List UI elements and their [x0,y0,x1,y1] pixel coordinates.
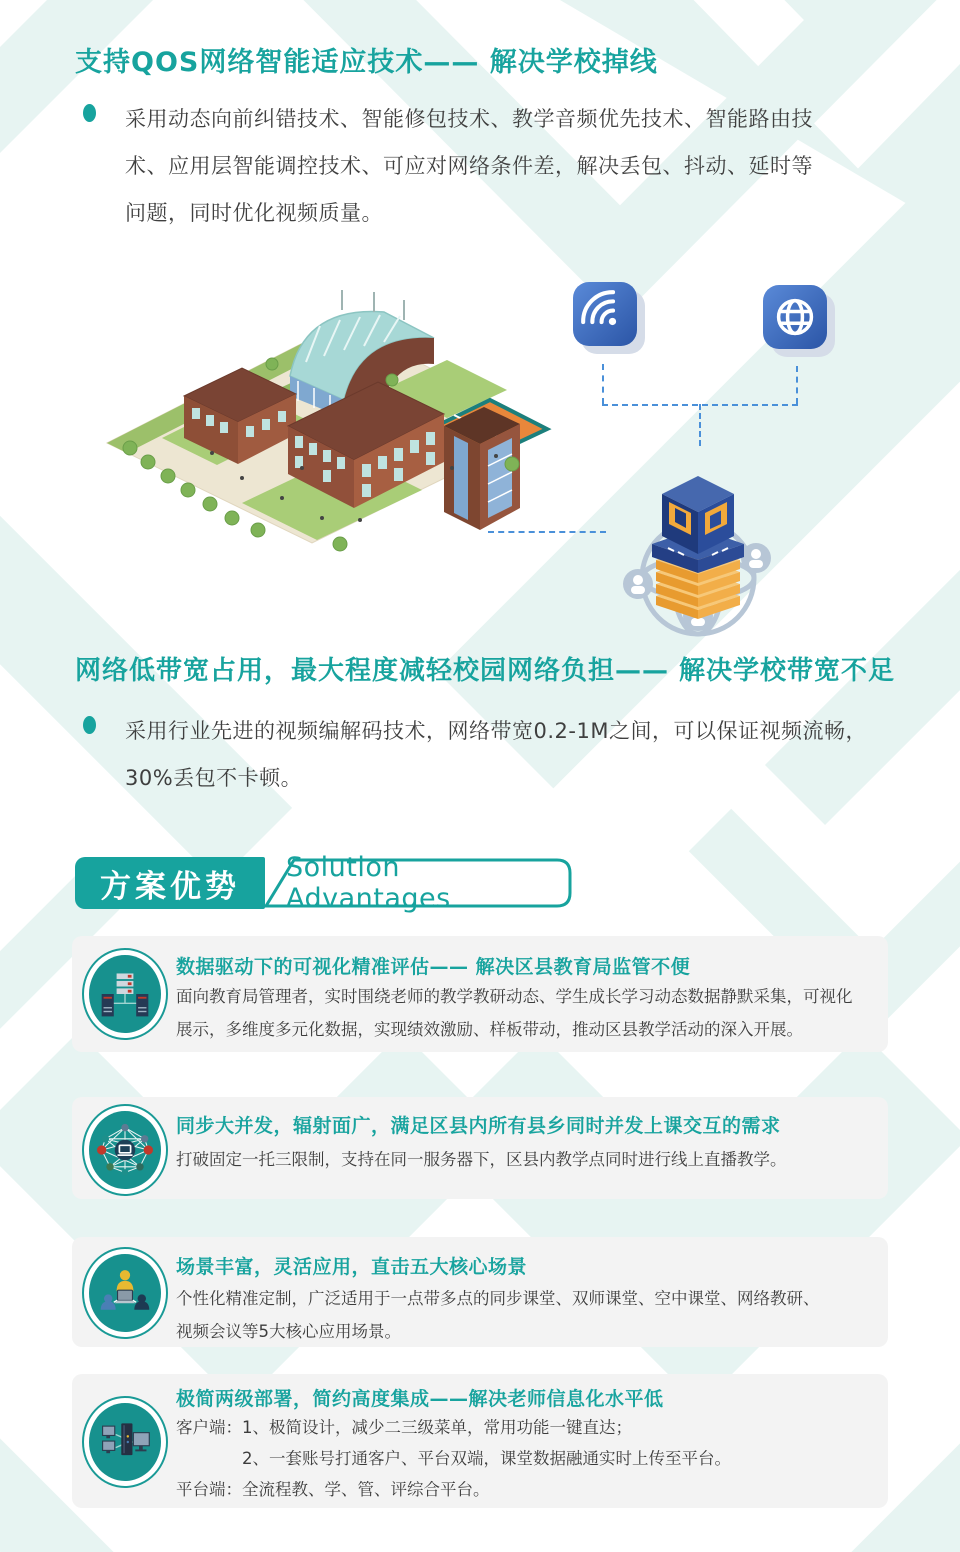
wifi-icon [573,282,645,354]
section2-bullet-text: 采用行业先进的视频编解码技术，网络带宽0.2-1M之间，可以保证视频流畅，30%丢包不卡顿。 [125,719,867,790]
card-body-line: 平台端：全流程教、学、管、评综合平台。 [176,1480,490,1499]
card-title: 数据驱动下的可视化精准评估—— 解决区县教育局监管不便 [176,956,691,978]
advantage-card-concurrency [72,1097,888,1199]
card-body-line: 客户端：1、极简设计，减少二三级菜单，常用功能一键直达； [176,1418,632,1437]
section1-bullet-text: 采用动态向前纠错技术、智能修包技术、教学音频优先技术、智能路由技术、应用层智能调控技术、可应对网络条件差，解决丢包、抖动、延时等问题，同时优化视频质量。 [125,107,813,225]
globe-icon [763,285,835,357]
section2-heading: 网络低带宽占用，最大程度减轻校园网络负担—— 解决学校带宽不足 [75,656,896,686]
card-body-line: 2、一套账号打通客户、平台双端，课堂数据融通实时上传至平台。 [242,1449,731,1468]
card-title: 极简两级部署，简约高度集成——解决老师信息化水平低 [176,1388,664,1410]
card-title: 同步大并发，辐射面广，满足区县内所有县乡同时并发上课交互的需求 [176,1115,781,1137]
section1-heading: 支持QOS网络智能适应技术—— 解决学校掉线 [75,47,658,78]
banner-title-en: Solution Advantages [286,852,451,914]
advantage-card-deployment [72,1374,888,1508]
bullet-dot [83,104,96,122]
card-body: 个性化精准定制，广泛适用于一点带多点的同步课堂、双师课堂、空中课堂、网络教研、视频会议等5大核心应用场景。 [176,1289,820,1341]
advantage-card-data-evaluation [72,936,888,1052]
server-network-illustration [598,436,798,641]
connector-line-wifi [602,364,604,404]
people-classroom-icon [82,1247,168,1339]
workstation-icon [82,1396,168,1488]
banner-title-cn: 方案优势 [75,857,265,909]
advantage-card-scenarios [72,1237,888,1347]
connector-line-globe [796,366,798,404]
bullet-dot [83,716,96,734]
connector-line-campus [488,531,606,533]
campus-illustration [92,268,562,613]
card-body: 打破固定一托三限制，支持在同一服务器下，区县内教学点同时进行线上直播教学。 [176,1150,787,1169]
card-body: 面向教育局管理者，实时围绕老师的教学教研动态、学生成长学习动态数据静默采集，可视化展示，多维度多元化数据，实现绩效激励、样板带动，推动区县教学活动的深入开展。 [176,987,853,1039]
network-mesh-icon [82,1104,168,1196]
server-racks-icon [82,948,168,1040]
card-title: 场景丰富，灵活应用，直击五大核心场景 [176,1256,528,1278]
